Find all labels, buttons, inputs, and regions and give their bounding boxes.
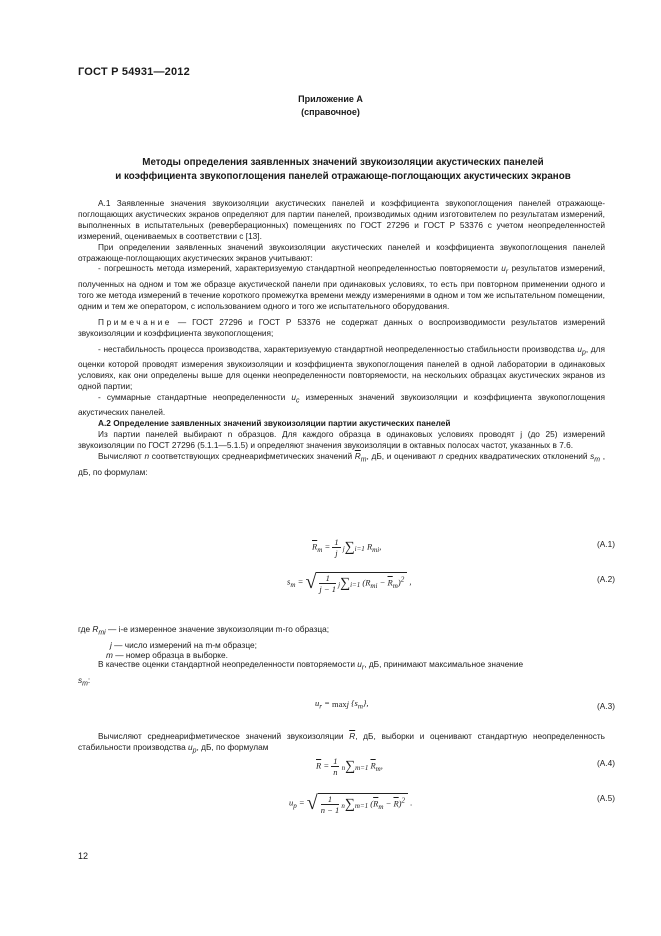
paragraph-considerations: При определении заявленных значений звукоизоляции акустических панелей и коэффициента звукопоглощения панелей отражающе-поглощающих акустических экранов учитывают: bbox=[78, 241, 605, 263]
section-a2-heading: А.2 Определение заявленных значений звукоизоляции партии акустических панелей bbox=[98, 418, 451, 429]
definition-item: где $R_{mi}$ — i-е измеренное значение звукоизоляции m-го образца; bbox=[78, 624, 330, 637]
equation-a4: $\overline{R}$ = $\frac{1}{n}$ n∑m=1 $\overline{R}_m$, bbox=[316, 756, 383, 777]
definition-item: m — номер образца в выборке. bbox=[106, 650, 228, 661]
definition-item: j — число измерений на m-м образце; bbox=[110, 639, 257, 650]
equation-a5: $u_p$ = √ $\frac{1}{n - 1}$ n∑m=1 $(\overline{R}_m - \overline{R})^2$ . bbox=[289, 792, 413, 815]
bullet-combined-uncertainty: - суммарные стандартные неопределенности $u_c$ измеренных значений звукоизоляции и коэффициента звукопоглощения акустических панелей. bbox=[78, 391, 605, 418]
appendix-note: (справочное) bbox=[301, 107, 360, 117]
page-number: 12 bbox=[78, 851, 89, 861]
document-code: ГОСТ Р 54931—2012 bbox=[78, 66, 190, 78]
body-text-block bbox=[78, 198, 605, 477]
bullet-production-stability: - нестабильность процесса производства, характеризуемую стандартной неопределенностью стабильности производства $u_p$, для оценки которой проводят измерения звукоизоляции и коэффициента звукопоглощения панелей в одной лаборатории в одинаковых условиях, как они определены выше для оценки неопределенности повторяемости, на нескольких образцах акустических экранов из одной партии; bbox=[78, 343, 605, 391]
equation-number-a5: (А.5) bbox=[597, 793, 615, 803]
symbol-definitions bbox=[78, 624, 329, 661]
paragraph-sampling: Из партии панелей выбирают n образцов. Для каждого образца в одинаковых условиях проводят j (до 25) измерений звукоизоляции по ГОСТ 27296 (5.1.1—5.1.5) и определяют значения звукоизоляции в октавных полосах частот, указанных в 7.6. bbox=[78, 429, 605, 451]
document-title bbox=[78, 156, 608, 183]
title-line-2: и коэффициента звукопоглощения панелей отражающе-поглощающих акустических экранов bbox=[115, 170, 571, 182]
paragraph-a1: А.1 Заявленные значения звукоизоляции акустических панелей и коэффициента звукопоглощения панелей отражающе-поглощающих акустических экранов определяют для партии панелей, производимых одним изготовителем по результатам измерений, выполненных в испытательных (реверберационных) помещениях по ГОСТ 27296 и ГОСТ Р 53376 с учетом неопределенностей измерений, оцениваемых в соответствии с [13]. bbox=[78, 198, 605, 241]
note-word: Примечание bbox=[98, 316, 173, 327]
equation-a3: $u_r = \max j$ $\{s_m\}$, bbox=[315, 698, 369, 711]
equation-number-a1: (А.1) bbox=[597, 539, 615, 549]
equation-a1: $\overline{R}_m$ = $\frac{1}{j}$ j∑i=1 $R_{mi}$, bbox=[312, 537, 382, 558]
bullet-repeatability: - погрешность метода измерений, характеризуемую стандартной неопределенностью повторяемости $u_r$ результатов измерений, полученных на одном и том же образце акустической панели при одинаковых условиях, то есть при повторном применении одного и того же метода измерений в течение короткого промежутка времени между измерениями в одном и том же испытательном помещении, одним и тем же оператором, с использованием одного и того же испытательного оборудования. bbox=[78, 263, 605, 311]
paragraph-compute-means: Вычисляют n соответствующих среднеарифметических значений $\overline{R}_m$, дБ, и оценивают n средних квадратических отклонений $s_m$ , дБ, по формулам: bbox=[78, 451, 606, 477]
paragraph-repeatability-estimate: В качестве оценки стандартной неопределенности повторяемости $u_r$, дБ, принимают максимальное значение $s_m$: bbox=[78, 659, 524, 688]
equation-number-a3: (А.3) bbox=[597, 701, 615, 711]
note-paragraph: Примечание — ГОСТ 27296 и ГОСТ Р 53376 не содержат данных о воспроизводимости результатов измерений звукоизоляции и коэффициента звукопоглощения; bbox=[78, 316, 605, 338]
appendix-title: Приложение А bbox=[298, 94, 363, 104]
equation-a2: $s_m$ = √ $\frac{1}{j - 1}$ j∑i=1 $(R_{mi} - \overline{R}_m)^2$ , bbox=[287, 571, 412, 594]
title-line-1: Методы определения заявленных значений звукоизоляции акустических панелей bbox=[142, 157, 544, 168]
equation-number-a4: (А.4) bbox=[597, 758, 615, 768]
paragraph-production-estimate: Вычисляют среднеарифметическое значений звукоизоляции $\overline{R}$, дБ, выборки и оценивают стандартную неопределенность стабильности производства $u_p$, дБ, по формулам bbox=[78, 731, 605, 755]
equation-number-a2: (А.2) bbox=[597, 574, 615, 584]
